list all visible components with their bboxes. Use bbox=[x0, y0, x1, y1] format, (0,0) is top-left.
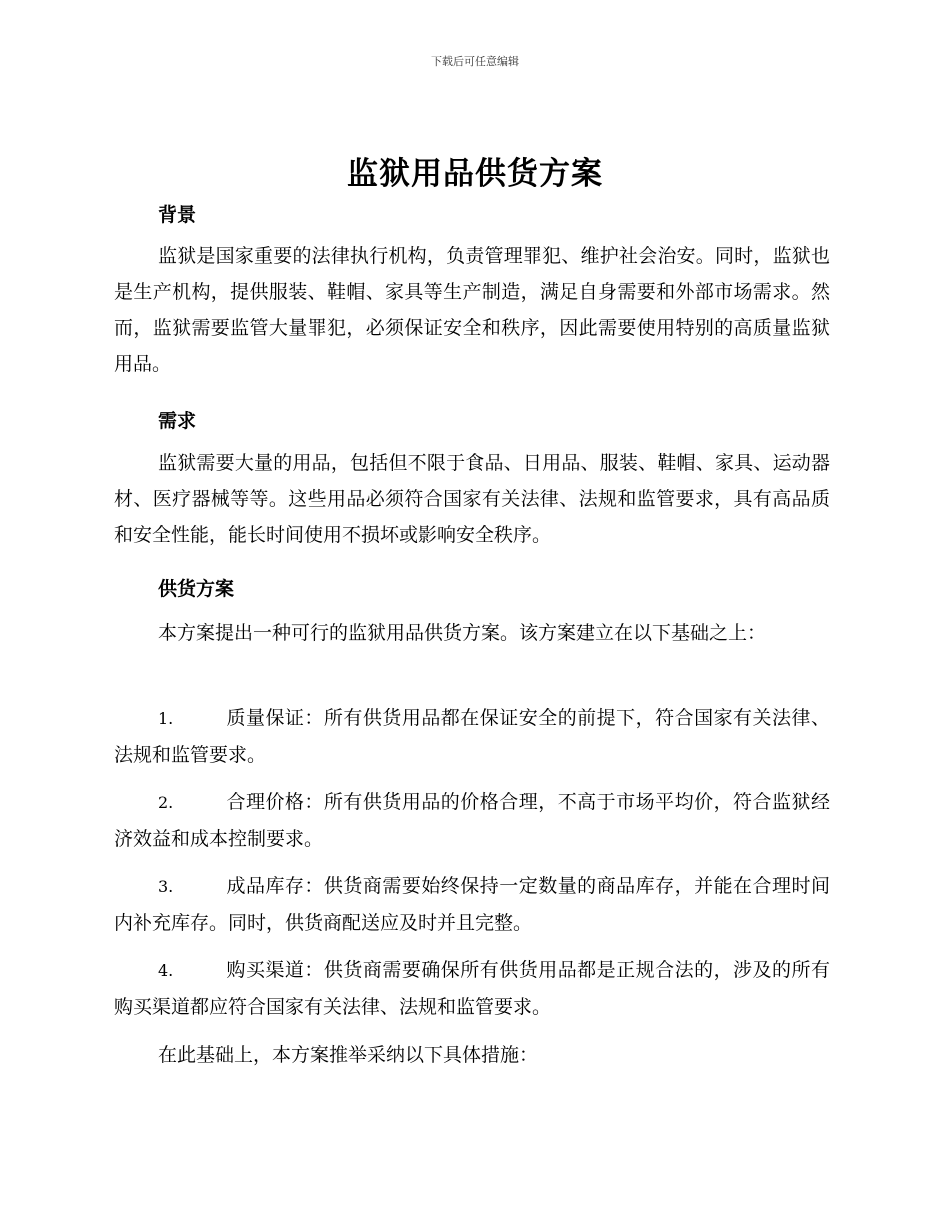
paragraph-plan-closing: 在此基础上，本方案推举采纳以下具体措施： bbox=[158, 1044, 539, 1066]
section-heading-demand: 需求 bbox=[158, 410, 197, 432]
list-item bbox=[114, 868, 830, 941]
section-heading-background: 背景 bbox=[158, 204, 197, 226]
list-item-number: 2. bbox=[158, 793, 174, 812]
document-title: 监狱用品供货方案 bbox=[347, 156, 603, 192]
list-item bbox=[114, 700, 830, 773]
paragraph-demand: 监狱需要大量的用品，包括但不限于食品、日用品、服装、鞋帽、家具、运动器材、医疗器械等等。这些用品必须符合国家有关法律、法规和监管要求，具有高品质和安全性能，能长时间使用不损坏或影响安全秩序。 bbox=[114, 452, 830, 546]
header-note: 下载后可任意编辑 bbox=[431, 55, 519, 68]
section-heading-plan: 供货方案 bbox=[158, 578, 235, 600]
list-item-text: 合理价格：所有供货用品的价格合理，不高于市场平均价，符合监狱经济效益和成本控制要求。 bbox=[114, 791, 830, 850]
list-item-text: 购买渠道：供货商需要确保所有供货用品都是正规合法的，涉及的所有购买渠道都应符合国家有关法律、法规和监管要求。 bbox=[114, 959, 830, 1018]
paragraph-background: 监狱是国家重要的法律执行机构，负责管理罪犯、维护社会治安。同时，监狱也是生产机构，提供服装、鞋帽、家具等生产制造，满足自身需要和外部市场需求。然而，监狱需要监管大量罪犯，必须保证安全和秩序，因此需要使用特别的高质量监狱用品。 bbox=[114, 245, 830, 375]
list-item-text: 质量保证：所有供货用品都在保证安全的前提下，符合国家有关法律、法规和监管要求。 bbox=[114, 707, 830, 766]
list-item-number: 3. bbox=[158, 877, 174, 896]
list-item-number: 1. bbox=[158, 709, 174, 728]
list-item bbox=[114, 952, 830, 1025]
list-item-text: 成品库存：供货商需要始终保持一定数量的商品库存，并能在合理时间内补充库存。同时，供货商配送应及时并且完整。 bbox=[114, 875, 830, 934]
list-item bbox=[114, 784, 830, 857]
paragraph-plan-intro: 本方案提出一种可行的监狱用品供货方案。该方案建立在以下基础之上： bbox=[158, 622, 767, 644]
list-item-number: 4. bbox=[158, 961, 174, 980]
